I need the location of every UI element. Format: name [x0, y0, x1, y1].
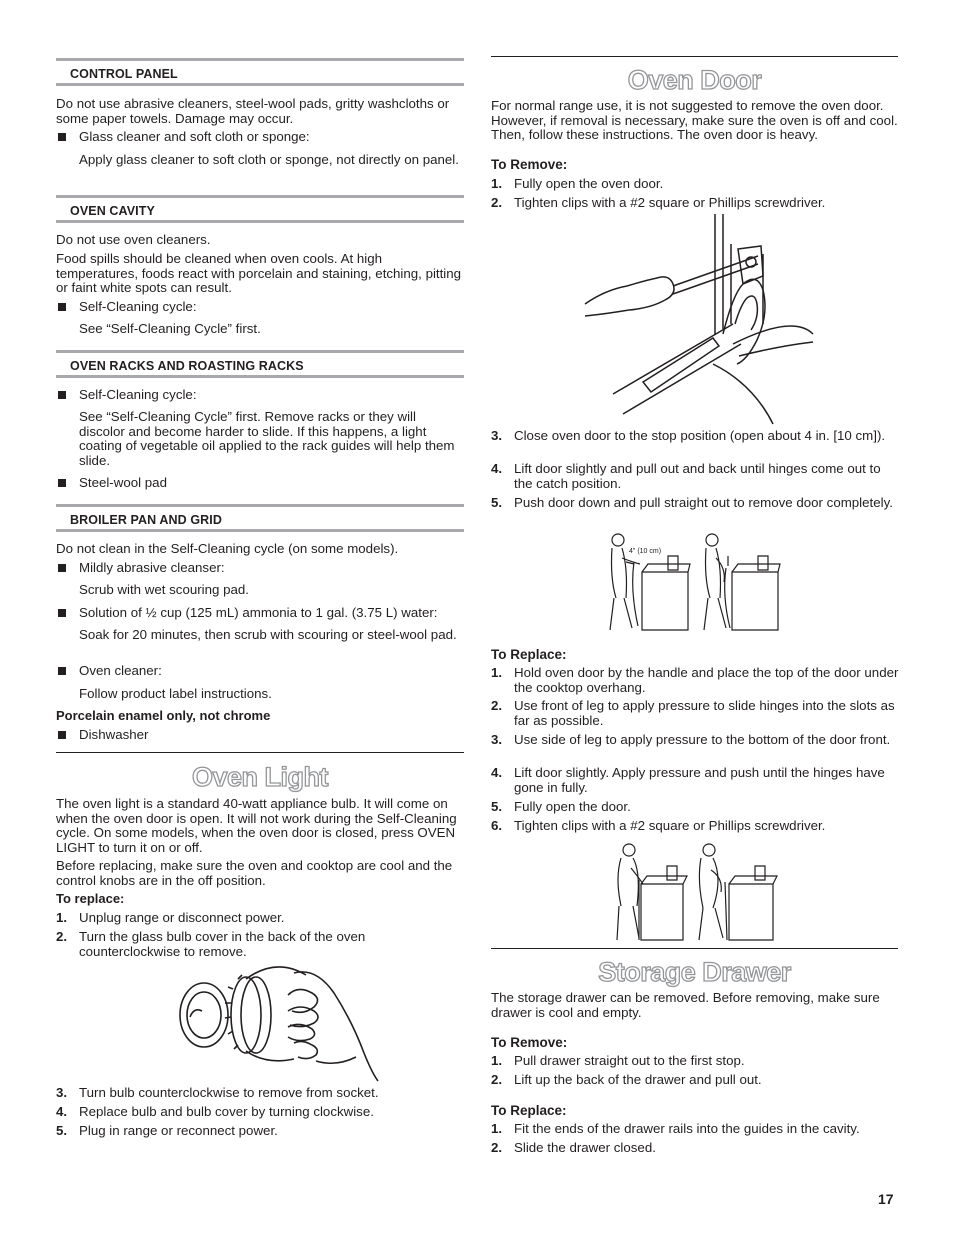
bulb-cover-illustration [176, 965, 406, 1080]
oven-cavity-p2: Food spills should be cleaned when oven cools. At high temperatures, foods react with porcelain and staining, etching, pitting or faint white spots can result. [56, 251, 462, 295]
section-heading: OVEN CAVITY [70, 204, 155, 218]
section-divider [491, 56, 898, 57]
storage-drawer-title: Storage Drawer [598, 957, 791, 987]
bullet-square-icon [58, 609, 66, 617]
to-remove-subhead: To Remove: [491, 157, 568, 172]
broiler-intro: Do not clean in the Self-Cleaning cycle (on some models). [56, 541, 399, 556]
oven-light-p1: The oven light is a standard 40-watt appliance bulb. It will come on when the oven door is open. It will not work during the Self-Cleaning cycle. On some models, when the oven door is closed, press OVEN LIGHT to turn it on or off. [56, 796, 457, 855]
section-heading: OVEN RACKS AND ROASTING RACKS [70, 359, 304, 373]
door-gap-label: 4" (10 cm) [629, 548, 662, 555]
bullet-detail: See “Self-Cleaning Cycle” first. Remove racks or they will discolor and become harder to slide. If this happens, a light coating of vegetable oil applied to the rack guides will help them slide. [79, 409, 455, 468]
storage-drawer-intro: The storage drawer can be removed. Before removing, make sure drawer is cool and empty. [491, 990, 880, 1020]
to-replace-subhead: To Replace: [491, 1103, 567, 1118]
bullet-square-icon [58, 731, 66, 739]
oven-light-title: Oven Light [192, 762, 328, 792]
to-replace-subhead: To Replace: [491, 647, 567, 662]
section-header-control-panel [56, 58, 464, 86]
bullet-detail: Apply glass cleaner to soft cloth or sponge, not directly on panel. [79, 152, 459, 167]
oven-door-intro: For normal range use, it is not suggested to remove the oven door. However, if removal is necessary, make sure the oven is off and cool. Then, follow these instructions. The oven door is heavy. [491, 98, 898, 142]
bullet-detail: See “Self-Cleaning Cycle” first. [79, 321, 261, 336]
bullet-square-icon [58, 391, 66, 399]
bullet-square-icon [58, 564, 66, 572]
section-header-broiler-pan [56, 504, 464, 532]
porcelain-subhead: Porcelain enamel only, not chrome [56, 708, 271, 723]
door-replace-illustration [611, 838, 781, 944]
section-heading: BROILER PAN AND GRID [70, 513, 222, 527]
control-panel-intro: Do not use abrasive cleaners, steel-wool pads, gritty washcloths or some paper towels. Damage may occur. [56, 96, 450, 126]
bullet-square-icon [58, 133, 66, 141]
section-divider [56, 752, 464, 753]
hinge-screwdriver-illustration [583, 214, 813, 428]
oven-cavity-p1: Do not use oven cleaners. [56, 232, 211, 247]
bullet-detail: Scrub with wet scouring pad. [79, 582, 249, 597]
door-removal-illustration [608, 528, 783, 634]
section-heading: CONTROL PANEL [70, 67, 178, 81]
to-replace-subhead: To replace: [56, 891, 125, 906]
oven-light-p2: Before replacing, make sure the oven and cooktop are cool and the control knobs are in the off position. [56, 858, 453, 888]
page-number: 17 [878, 1191, 894, 1207]
to-remove-subhead: To Remove: [491, 1035, 568, 1050]
section-header-oven-racks [56, 350, 464, 378]
bullet-square-icon [58, 303, 66, 311]
bullet-detail: Follow product label instructions. [79, 686, 272, 701]
bullet-square-icon [58, 667, 66, 675]
bullet-detail: Soak for 20 minutes, then scrub with scouring or steel-wool pad. [79, 627, 457, 642]
section-header-oven-cavity [56, 195, 464, 223]
section-divider [491, 948, 898, 949]
bullet-square-icon [58, 479, 66, 487]
oven-door-title: Oven Door [627, 65, 762, 95]
